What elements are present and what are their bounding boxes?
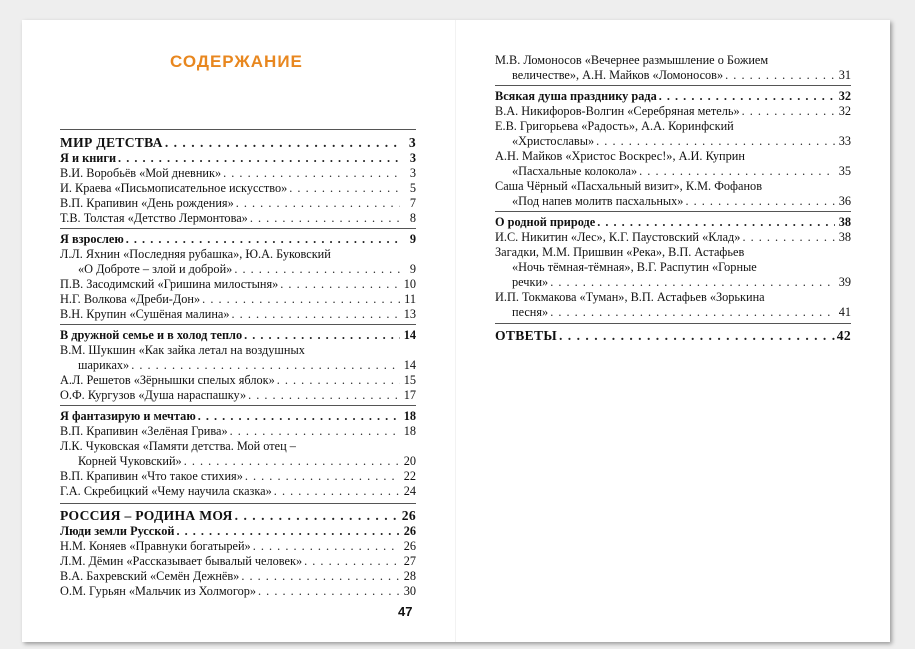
toc-entry[interactable] [60, 584, 416, 599]
toc-entry-line[interactable]: И.П. Токмакова «Туман», В.П. Астафьев «Зорькина [495, 290, 765, 304]
toc-page-number: 31 [838, 68, 851, 82]
leader-dots [304, 554, 400, 569]
leader-dots [232, 307, 400, 322]
toc-page-number: 24 [403, 484, 416, 498]
leader-dots [118, 151, 400, 166]
toc-entry-text: Г.А. Скребицкий «Чему научила сказка» [60, 484, 272, 498]
toc-entry[interactable] [78, 262, 416, 277]
leader-dots [165, 135, 400, 150]
section-divider [495, 211, 851, 212]
toc-page-number: 38 [838, 215, 851, 229]
toc-page-number: 14 [403, 358, 416, 372]
toc-entry-text: В.И. Воробьёв «Мой дневник» [60, 166, 222, 180]
toc-entry[interactable] [60, 484, 416, 499]
toc-entry-text: ОТВЕТЫ [495, 328, 557, 343]
toc-page-number: 26 [401, 508, 416, 523]
toc-page-number: 10 [403, 277, 416, 291]
toc-chapter[interactable] [60, 232, 416, 247]
toc-entry[interactable] [60, 554, 416, 569]
toc-entry[interactable] [60, 469, 416, 484]
page-number: 47 [398, 604, 413, 619]
leader-dots [131, 358, 400, 373]
toc-page-number: 17 [403, 388, 416, 402]
toc-entry-text: В.Н. Крупин «Сушёная малина» [60, 307, 230, 321]
toc-entry-text: П.В. Засодимский «Гришина милостыня» [60, 277, 279, 291]
leader-dots [725, 68, 835, 83]
leader-dots [198, 409, 400, 424]
toc-entry[interactable] [60, 277, 416, 292]
toc-entry-text: песня» [512, 305, 549, 319]
leader-dots [550, 275, 835, 290]
toc-page-number: 30 [403, 584, 416, 598]
leader-dots [234, 262, 400, 277]
toc-page-number: 36 [838, 194, 851, 208]
toc-page-number: 22 [403, 469, 416, 483]
toc-entry-line[interactable]: «Ночь тёмная-тёмная», В.Г. Распутин «Горные [512, 260, 757, 274]
toc-chapter[interactable] [495, 89, 851, 104]
leader-dots [241, 569, 400, 584]
toc-page-number: 26 [403, 524, 416, 538]
toc-page-number: 35 [838, 164, 851, 178]
toc-entry[interactable] [495, 230, 851, 245]
toc-entry-line[interactable]: А.Н. Майков «Христос Воскрес!», А.И. Куприн [495, 149, 745, 163]
toc-entry[interactable] [512, 305, 851, 320]
toc-entry[interactable] [60, 307, 416, 322]
toc-page-number: 39 [838, 275, 851, 289]
toc-page-number: 42 [836, 328, 851, 343]
toc-entry-text: О родной природе [495, 215, 596, 229]
toc-entry[interactable] [60, 388, 416, 403]
toc-entry-text: «Под напев молитв пасхальных» [512, 194, 684, 208]
section-divider [60, 503, 416, 504]
leader-dots [639, 164, 835, 179]
toc-chapter[interactable] [60, 328, 416, 343]
toc-page-number: 8 [409, 211, 416, 225]
toc-entry-line[interactable]: Л.Л. Яхнин «Последняя рубашка», Ю.А. Буковский [60, 247, 331, 261]
toc-entry-text: речки» [512, 275, 549, 289]
toc-page-number: 3 [408, 135, 416, 150]
toc-entry-text: Н.Г. Волкова «Дреби-Дон» [60, 292, 201, 306]
toc-page-number: 9 [409, 262, 416, 276]
toc-entry-text: И. Краева «Письмописательное искусство» [60, 181, 288, 195]
toc-page-number: 18 [403, 424, 416, 438]
toc-entry-text: величестве», А.Н. Майков «Ломоносов» [512, 68, 724, 82]
toc-entry-text: О.М. Гурьян «Мальчик из Холмогор» [60, 584, 257, 598]
toc-entry-text: В.П. Крапивин «День рождения» [60, 196, 234, 210]
toc-entry-line[interactable]: В.М. Шукшин «Как зайка летал на воздушных [60, 343, 305, 357]
toc-section-otvety[interactable] [495, 328, 851, 343]
toc-entry[interactable] [60, 539, 416, 554]
toc-entry-text: Корней Чуковский» [78, 454, 182, 468]
toc-entry-line[interactable]: Л.К. Чуковская «Памяти детства. Мой отец – [60, 439, 296, 453]
section-divider [60, 228, 416, 229]
toc-page-number: 26 [403, 539, 416, 553]
leader-dots [550, 305, 835, 320]
toc-entry[interactable] [60, 196, 416, 211]
toc-page-number: 38 [838, 230, 851, 244]
toc-entry-line[interactable]: Саша Чёрный «Пасхальный визит», К.М. Фофанов [495, 179, 763, 193]
toc-page-number: 13 [403, 307, 416, 321]
section-divider [60, 129, 416, 130]
toc-entry[interactable] [512, 68, 851, 83]
toc-entry[interactable] [78, 454, 416, 469]
toc-entry-text: Л.М. Дёмин «Рассказывает бывалый человек» [60, 554, 303, 568]
leader-dots [248, 388, 400, 403]
leader-dots [184, 454, 400, 469]
leader-dots [274, 484, 400, 499]
leader-dots [596, 134, 835, 149]
toc-page-number: 3 [409, 151, 416, 165]
toc-page-number: 11 [404, 292, 416, 306]
page-spine [455, 20, 456, 642]
toc-page-number: 7 [409, 196, 416, 210]
toc-entry-text: «Пасхальные колокола» [512, 164, 638, 178]
toc-entry-text: Я и книги [60, 151, 117, 165]
toc-entry-text: Всякая душа празднику рада [495, 89, 657, 103]
toc-entry-text: И.С. Никитин «Лес», К.Г. Паустовский «Клад» [495, 230, 741, 244]
toc-entry-text: В.П. Крапивин «Зелёная Грива» [60, 424, 228, 438]
toc-page-number: 15 [403, 373, 416, 387]
section-divider [60, 324, 416, 325]
toc-entry[interactable] [60, 211, 416, 226]
toc-page-number: 5 [409, 181, 416, 195]
toc-entry[interactable] [78, 358, 416, 373]
toc-entry-text: О.Ф. Кургузов «Душа нараспашку» [60, 388, 247, 402]
toc-page-number: 33 [838, 134, 851, 148]
leader-dots [245, 469, 400, 484]
toc-chapter[interactable] [60, 409, 416, 424]
toc-entry[interactable] [60, 181, 416, 196]
toc-entry-line[interactable]: Е.В. Григорьева «Радость», А.А. Коринфский [495, 119, 734, 133]
leader-dots [230, 424, 400, 439]
toc-chapter[interactable] [60, 151, 416, 166]
leader-dots [244, 328, 400, 343]
toc-entry[interactable] [60, 373, 416, 388]
toc-entry[interactable] [512, 164, 851, 179]
leader-dots [126, 232, 400, 247]
toc-page-number: 3 [409, 166, 416, 180]
leader-dots [659, 89, 835, 104]
toc-chapter[interactable] [495, 215, 851, 230]
toc-page-number: 28 [403, 569, 416, 583]
toc-page-number: 9 [409, 232, 416, 246]
toc-entry-text: Люди земли Русской [60, 524, 175, 538]
toc-entry[interactable] [60, 166, 416, 181]
toc-entry[interactable] [495, 104, 851, 119]
toc-section-mir-detstva[interactable] [60, 135, 416, 150]
toc-chapter[interactable] [60, 524, 416, 539]
toc-entry-text: В.А. Никифоров-Волгин «Серебряная метель» [495, 104, 740, 118]
leader-dots [559, 328, 835, 343]
toc-entry-text: МИР ДЕТСТВА [60, 135, 163, 150]
toc-entry-line[interactable]: Загадки, М.М. Пришвин «Река», В.П. Астафьев [495, 245, 745, 259]
toc-page-number: 18 [403, 409, 416, 423]
toc-entry-text: В дружной семье и в холод тепло [60, 328, 243, 342]
toc-page-number: 32 [838, 89, 851, 103]
toc-section-rossiya[interactable] [60, 508, 416, 523]
toc-entry[interactable] [512, 134, 851, 149]
toc-entry-text: В.А. Бахревский «Семён Дежнёв» [60, 569, 240, 583]
toc-entry-line[interactable]: М.В. Ломоносов «Вечернее размышление о Божием [495, 53, 769, 67]
leader-dots [742, 104, 835, 119]
toc-entry-text: Я взрослею [60, 232, 124, 246]
leader-dots [236, 196, 400, 211]
toc-entry-text: Я фантазирую и мечтаю [60, 409, 196, 423]
section-divider [495, 323, 851, 324]
leader-dots [289, 181, 400, 196]
leader-dots [176, 524, 400, 539]
toc-page-number: 32 [838, 104, 851, 118]
toc-entry-text: «О Доброте – злой и доброй» [78, 262, 233, 276]
toc-entry[interactable] [512, 275, 851, 290]
toc-entry-text: «Христославы» [512, 134, 595, 148]
toc-entry[interactable] [60, 569, 416, 584]
toc-page-number: 27 [403, 554, 416, 568]
toc-entry[interactable] [60, 424, 416, 439]
leader-dots [597, 215, 835, 230]
leader-dots [280, 277, 400, 292]
toc-page-number: 20 [403, 454, 416, 468]
leader-dots [202, 292, 400, 307]
leader-dots [742, 230, 835, 245]
leader-dots [258, 584, 400, 599]
toc-entry-text: А.Л. Решетов «Зёрнышки спелых яблок» [60, 373, 275, 387]
toc-entry-text: Н.М. Коняев «Правнуки богатырей» [60, 539, 251, 553]
leader-dots [277, 373, 400, 388]
leader-dots [685, 194, 835, 209]
toc-entry-text: Т.В. Толстая «Детство Лермонтова» [60, 211, 248, 225]
leader-dots [250, 211, 400, 226]
toc-page-number: 14 [403, 328, 416, 342]
leader-dots [253, 539, 400, 554]
section-divider [495, 85, 851, 86]
leader-dots [223, 166, 400, 181]
toc-page-number: 41 [838, 305, 851, 319]
toc-entry[interactable] [512, 194, 851, 209]
toc-entry-text: шариках» [78, 358, 130, 372]
leader-dots [235, 508, 400, 523]
toc-entry[interactable] [60, 292, 416, 307]
toc-entry-text: РОССИЯ – РОДИНА МОЯ [60, 508, 233, 523]
page-title: СОДЕРЖАНИЕ [170, 52, 303, 71]
toc-entry-text: В.П. Крапивин «Что такое стихия» [60, 469, 243, 483]
section-divider [60, 405, 416, 406]
